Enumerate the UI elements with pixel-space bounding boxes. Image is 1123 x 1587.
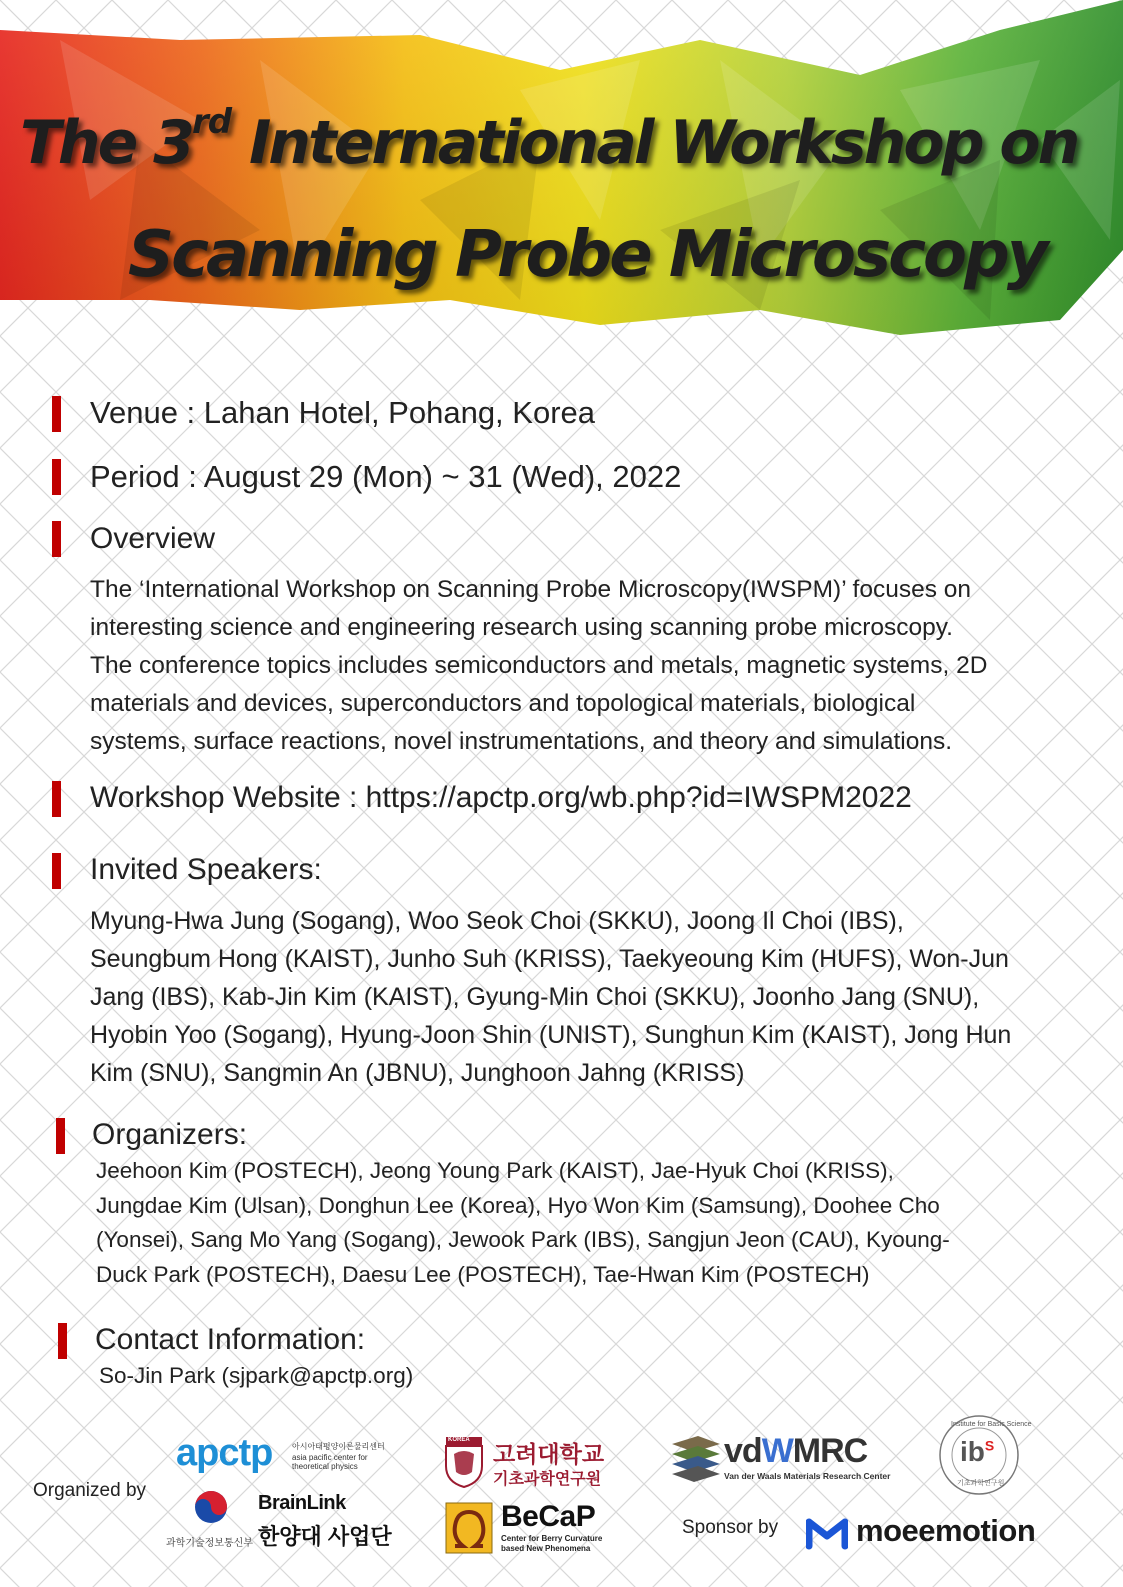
brainlink-kr-name: 한양대 사업단 (258, 1524, 392, 1549)
overview-line: materials and devices, superconductors and topological materials, biological (90, 690, 916, 717)
becap-subtitle-2: based New Phenomena (501, 1544, 591, 1553)
becap-logo (445, 1500, 625, 1558)
venue-section (52, 396, 1082, 436)
organized-by-label: Organized by (33, 1480, 147, 1501)
period-section (52, 459, 1082, 499)
venue-bullet-bar (52, 396, 61, 432)
overview-line: The conference topics includes semiconductors and metals, magnetic systems, 2D (90, 652, 988, 679)
moeemotion-logo (806, 1512, 1076, 1554)
speakers-line: Jang (IBS), Kab-Jin Kim (KAIST), Gyung-Min Choi (SKKU), Joonho Jang (SNU), (90, 983, 980, 1011)
apctp-logo (176, 1432, 386, 1482)
speakers-list (90, 902, 1011, 1092)
korea-kr-name: 고려대학교 (493, 1441, 605, 1467)
workshop-title-line1: The 3rd International Workshop on (20, 102, 1078, 178)
organizers-section (52, 1118, 1082, 1298)
contact-line: So-Jin Park (sjpark@apctp.org) (99, 1363, 414, 1388)
moeemotion-m-icon (806, 1516, 848, 1550)
vdwmrc-logo (668, 1430, 898, 1486)
organizers-line: Jeehoon Kim (POSTECH), Jeong Young Park (KAIST), Jae-Hyuk Choi (KRISS), (96, 1158, 894, 1183)
vdwmrc-wordmark: vdWMRC (724, 1432, 868, 1470)
sponsor-by-label: Sponsor by (682, 1517, 779, 1538)
vdwmrc-subtitle: Van der Waals Materials Research Center (724, 1471, 891, 1481)
overview-bullet-bar (52, 521, 61, 557)
apctp-en-name-2: theoretical physics (292, 1462, 358, 1471)
contact-bullet-bar (58, 1323, 67, 1359)
korea-crest-icon (445, 1436, 483, 1488)
apctp-kr-name: 아시아태평양이론물리센터 (292, 1442, 385, 1451)
apctp-wordmark: apctp (176, 1432, 273, 1474)
ibs-ring-kr-text: 기초과학연구원 (957, 1480, 1005, 1487)
korea-university-logo (445, 1436, 615, 1492)
period-text: Period : August 29 (Mon) ~ 31 (Wed), 2022 (90, 459, 682, 494)
taegeuk-icon (194, 1490, 228, 1524)
becap-subtitle-1: Center for Berry Curvature (501, 1534, 603, 1543)
overview-line: The ‘International Workshop on Scanning Probe Microscopy(IWSPM)’ focuses on (90, 576, 972, 603)
organizers-line: Jungdae Kim (Ulsan), Donghun Lee (Korea), Hyo Won Kim (Samsung), Doohee Cho (96, 1192, 940, 1218)
contact-heading: Contact Information: (95, 1323, 366, 1356)
speakers-heading: Invited Speakers: (90, 853, 322, 886)
korea-kr-institute: 기초과학연구원 (493, 1471, 602, 1488)
speakers-line: Myung-Hwa Jung (Sogang), Woo Seok Choi (SKKU), Joong Il Choi (IBS), (90, 907, 904, 935)
organizers-bullet-bar (56, 1118, 65, 1154)
korea-badge-text: KOREA (448, 1437, 470, 1443)
organizers-list (96, 1154, 950, 1292)
layered-materials-icon (668, 1432, 722, 1484)
ibs-mark: $ib^S$ (960, 1436, 995, 1467)
organizers-line: Duck Park (POSTECH), Daesu Lee (POSTECH), Tae-Hwan Kim (POSTECH) (96, 1261, 870, 1287)
period-bullet-bar (52, 459, 61, 495)
speakers-line: Hyobin Yoo (Sogang), Hyung-Joon Shin (UNIST), Sunghun Kim (KAIST), Jong Hun (90, 1021, 1012, 1049)
speakers-line: Kim (SNU), Sangmin An (JBNU), Junghoon Jahng (KRISS) (90, 1059, 745, 1087)
omega-icon (445, 1502, 493, 1554)
website-bullet-bar (52, 781, 61, 817)
moeemotion-wordmark: moeemotion (856, 1513, 1036, 1548)
ministry-name: 과학기술정보통신부 (166, 1538, 253, 1549)
overview-line: systems, surface reactions, novel instrumentations, and theory and simulations. (90, 728, 952, 755)
contact-section (52, 1323, 1082, 1403)
organizers-line: (Yonsei), Sang Mo Yang (Sogang), Jewook Park (IBS), Sangjun Jeon (CAU), Kyoung- (96, 1227, 950, 1252)
venue-text: Venue : Lahan Hotel, Pohang, Korea (90, 395, 596, 430)
speakers-section (52, 853, 1082, 1093)
overview-section (52, 521, 1082, 761)
becap-wordmark: BeCaP (501, 1500, 596, 1533)
overview-line: interesting science and engineering research using scanning probe microscopy. (90, 614, 953, 641)
website-section (52, 781, 1082, 821)
organizers-heading: Organizers: (92, 1118, 248, 1151)
website-link[interactable]: Workshop Website : https://apctp.org/wb.php?id=IWSPM2022 (90, 781, 912, 814)
brainlink-logo (166, 1490, 396, 1554)
workshop-title-line2: Scanning Probe Microscopy (128, 218, 1046, 292)
brainlink-wordmark: BrainLink (258, 1492, 346, 1514)
ibs-logo (938, 1414, 1032, 1496)
ibs-ring-text: Institute for Basic Science (951, 1421, 1032, 1428)
speakers-bullet-bar (52, 853, 61, 889)
apctp-en-name-1: asia pacific center for (292, 1453, 368, 1462)
overview-heading: Overview (90, 522, 216, 555)
overview-paragraph (90, 571, 987, 761)
speakers-line: Seungbum Hong (KAIST), Junho Suh (KRISS), Taekyeoung Kim (HUFS), Won-Jun (90, 945, 1009, 973)
